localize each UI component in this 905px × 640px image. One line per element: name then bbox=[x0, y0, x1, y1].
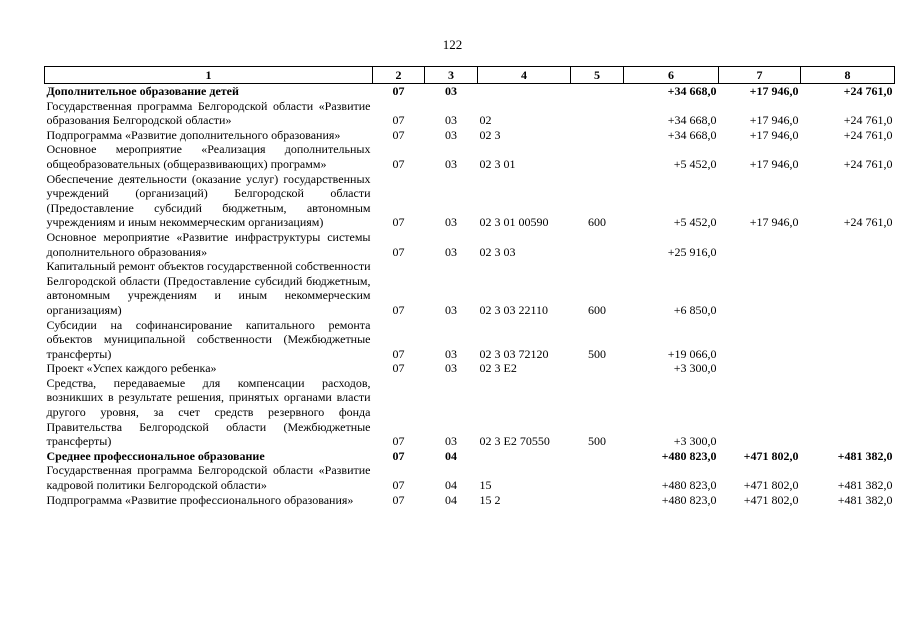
row-subsection: 04 bbox=[445, 492, 457, 507]
row-target-code: 02 3 01 00590 bbox=[479, 215, 549, 230]
row-target-code: 02 3 03 72120 bbox=[479, 346, 549, 361]
row-name: Государственная программа Белгородской области «Развитие образования Белгородской области» bbox=[46, 98, 371, 128]
row-amount-3 bbox=[801, 259, 895, 317]
table-row bbox=[45, 463, 895, 492]
row-expense-type: 600 bbox=[588, 302, 606, 317]
budget-table bbox=[44, 66, 895, 507]
row-target-code: 02 3 bbox=[479, 127, 501, 142]
row-name: Основное мероприятие «Реализация дополнительных общеобразовательных (общеразвивающих) программ» bbox=[46, 142, 371, 171]
header-col-3: 3 bbox=[425, 67, 478, 84]
row-expense-type bbox=[571, 463, 624, 492]
table-row bbox=[45, 318, 895, 362]
row-target-code bbox=[478, 84, 571, 99]
row-amount-3 bbox=[801, 230, 895, 259]
row-subsection: 03 bbox=[445, 127, 457, 142]
row-amount-1: +3 300,0 bbox=[673, 434, 717, 449]
row-expense-type: 500 bbox=[588, 346, 606, 361]
row-amount-1: +34 668,0 bbox=[667, 113, 717, 128]
row-expense-type: 500 bbox=[588, 434, 606, 449]
table-row bbox=[45, 493, 895, 508]
row-section: 07 bbox=[392, 361, 405, 376]
row-amount-2: +17 946,0 bbox=[749, 113, 799, 128]
header-col-8: 8 bbox=[801, 67, 895, 84]
row-expense-type: 600 bbox=[588, 215, 606, 230]
row-amount-2 bbox=[719, 259, 801, 317]
row-section: 07 bbox=[392, 492, 405, 507]
row-amount-1: +34 668,0 bbox=[667, 84, 717, 98]
row-amount-1: +480 823,0 bbox=[661, 492, 717, 507]
row-target-code: 02 3 E2 70550 bbox=[479, 434, 550, 449]
row-expense-type bbox=[571, 142, 624, 171]
row-expense-type bbox=[571, 84, 624, 99]
row-amount-1: +19 066,0 bbox=[667, 346, 717, 361]
row-amount-1: +480 823,0 bbox=[661, 478, 717, 493]
row-amount-3: +24 761,0 bbox=[843, 156, 893, 171]
table-row bbox=[45, 84, 895, 99]
header-row bbox=[45, 67, 895, 84]
header-col-1: 1 bbox=[45, 67, 373, 84]
row-section: 07 bbox=[392, 156, 405, 171]
row-subsection: 04 bbox=[445, 448, 457, 463]
row-name: Субсидии на софинансирование капитального ремонта объектов муниципальной собственности (Межбюджетные трансферты) bbox=[46, 317, 371, 361]
row-target-code: 02 3 E2 bbox=[479, 361, 517, 376]
table-row bbox=[45, 259, 895, 317]
row-subsection: 03 bbox=[445, 302, 457, 317]
row-subsection: 03 bbox=[445, 346, 457, 361]
table-body bbox=[45, 84, 895, 508]
row-amount-3: +481 382,0 bbox=[837, 448, 893, 463]
row-subsection: 03 bbox=[445, 361, 457, 376]
row-amount-1: +480 823,0 bbox=[661, 448, 717, 463]
row-amount-1: +5 452,0 bbox=[673, 215, 717, 230]
row-section: 07 bbox=[392, 478, 405, 493]
table-row bbox=[45, 99, 895, 128]
row-amount-2: +471 802,0 bbox=[743, 492, 799, 507]
row-amount-3: +24 761,0 bbox=[843, 215, 893, 230]
table-row bbox=[45, 128, 895, 143]
row-amount-3: +481 382,0 bbox=[837, 478, 893, 493]
row-amount-1: +25 916,0 bbox=[667, 244, 717, 259]
table-row bbox=[45, 361, 895, 376]
row-target-code: 02 bbox=[479, 113, 492, 128]
row-amount-2: +471 802,0 bbox=[743, 478, 799, 493]
table-header bbox=[45, 67, 895, 84]
row-amount-3: +24 761,0 bbox=[843, 127, 893, 142]
row-expense-type bbox=[571, 230, 624, 259]
row-section: 07 bbox=[392, 113, 405, 128]
row-subsection: 04 bbox=[445, 478, 457, 493]
row-target-code: 15 bbox=[479, 478, 492, 493]
header-col-5: 5 bbox=[571, 67, 624, 84]
header-col-6: 6 bbox=[624, 67, 719, 84]
row-amount-3: +24 761,0 bbox=[843, 113, 893, 128]
row-name: Среднее профессиональное образование bbox=[46, 448, 265, 463]
row-name: Дополнительное образование детей bbox=[46, 84, 239, 98]
row-section: 07 bbox=[392, 448, 405, 463]
row-amount-3 bbox=[801, 361, 895, 376]
row-amount-3: +481 382,0 bbox=[837, 492, 893, 507]
table-row bbox=[45, 142, 895, 171]
row-subsection: 03 bbox=[445, 156, 457, 171]
row-subsection: 03 bbox=[445, 434, 457, 449]
row-amount-2 bbox=[719, 361, 801, 376]
table-row bbox=[45, 449, 895, 464]
row-target-code: 02 3 01 bbox=[479, 156, 516, 171]
row-name: Подпрограмма «Развитие дополнительного образования» bbox=[46, 127, 341, 142]
row-expense-type bbox=[571, 361, 624, 376]
row-section: 07 bbox=[392, 127, 405, 142]
row-section: 07 bbox=[392, 434, 405, 449]
row-subsection: 03 bbox=[445, 113, 457, 128]
row-subsection: 03 bbox=[445, 244, 457, 259]
row-amount-2: +17 946,0 bbox=[749, 127, 799, 142]
row-section: 07 bbox=[392, 346, 405, 361]
row-amount-1: +5 452,0 bbox=[673, 156, 717, 171]
row-name: Средства, передаваемые для компенсации расходов, возникших в результате решения, принятых органами власти другого уровня, за счет средств резервного фонда Правительства Белгородской области (Межбюджетные трансферты) bbox=[46, 375, 371, 449]
header-col-2: 2 bbox=[373, 67, 425, 84]
row-section: 07 bbox=[392, 215, 405, 230]
row-section: 07 bbox=[392, 244, 405, 259]
row-target-code: 02 3 03 bbox=[479, 244, 516, 259]
row-amount-2: +17 946,0 bbox=[749, 84, 799, 98]
row-target-code bbox=[478, 449, 571, 464]
table-row bbox=[45, 230, 895, 259]
row-amount-3 bbox=[801, 318, 895, 362]
row-subsection: 03 bbox=[445, 215, 457, 230]
row-amount-1: +6 850,0 bbox=[673, 302, 717, 317]
row-name: Государственная программа Белгородской области «Развитие кадровой политики Белгородской области» bbox=[46, 463, 371, 493]
row-amount-2 bbox=[719, 376, 801, 449]
row-name: Обеспечение деятельности (оказание услуг) государственных учреждений (организаций) Белгородской области (Предоставление субсидий бюджетным, автономным учреждениям и иным некоммерческим организациям) bbox=[46, 171, 371, 230]
row-subsection: 03 bbox=[445, 84, 457, 98]
row-expense-type bbox=[571, 449, 624, 464]
row-name: Подпрограмма «Развитие профессионального образования» bbox=[46, 492, 354, 507]
page-number: 122 bbox=[442, 37, 463, 52]
table-row bbox=[45, 376, 895, 449]
header-col-4: 4 bbox=[478, 67, 571, 84]
row-target-code: 02 3 03 22110 bbox=[479, 302, 549, 317]
row-expense-type bbox=[571, 493, 624, 508]
row-amount-2: +471 802,0 bbox=[743, 448, 799, 463]
row-name: Основное мероприятие «Развитие инфраструктуры системы дополнительного образования» bbox=[46, 229, 371, 259]
header-col-7: 7 bbox=[719, 67, 801, 84]
row-amount-1: +3 300,0 bbox=[673, 361, 717, 376]
row-amount-1: +34 668,0 bbox=[667, 127, 717, 142]
row-amount-2 bbox=[719, 230, 801, 259]
row-expense-type bbox=[571, 99, 624, 128]
row-amount-2 bbox=[719, 318, 801, 362]
table-row bbox=[45, 172, 895, 230]
row-name: Проект «Успех каждого ребенка» bbox=[46, 361, 217, 376]
row-amount-3 bbox=[801, 376, 895, 449]
row-amount-2: +17 946,0 bbox=[749, 156, 799, 171]
row-target-code: 15 2 bbox=[479, 492, 501, 507]
row-expense-type bbox=[571, 128, 624, 143]
row-amount-3: +24 761,0 bbox=[843, 84, 893, 98]
row-amount-2: +17 946,0 bbox=[749, 215, 799, 230]
row-section: 07 bbox=[392, 302, 405, 317]
row-section: 07 bbox=[392, 84, 405, 98]
row-name: Капитальный ремонт объектов государственной собственности Белгородской области (Предоставление субсидий бюджетным, автономным учреждениям и иным некоммерческим организациям) bbox=[46, 259, 371, 317]
